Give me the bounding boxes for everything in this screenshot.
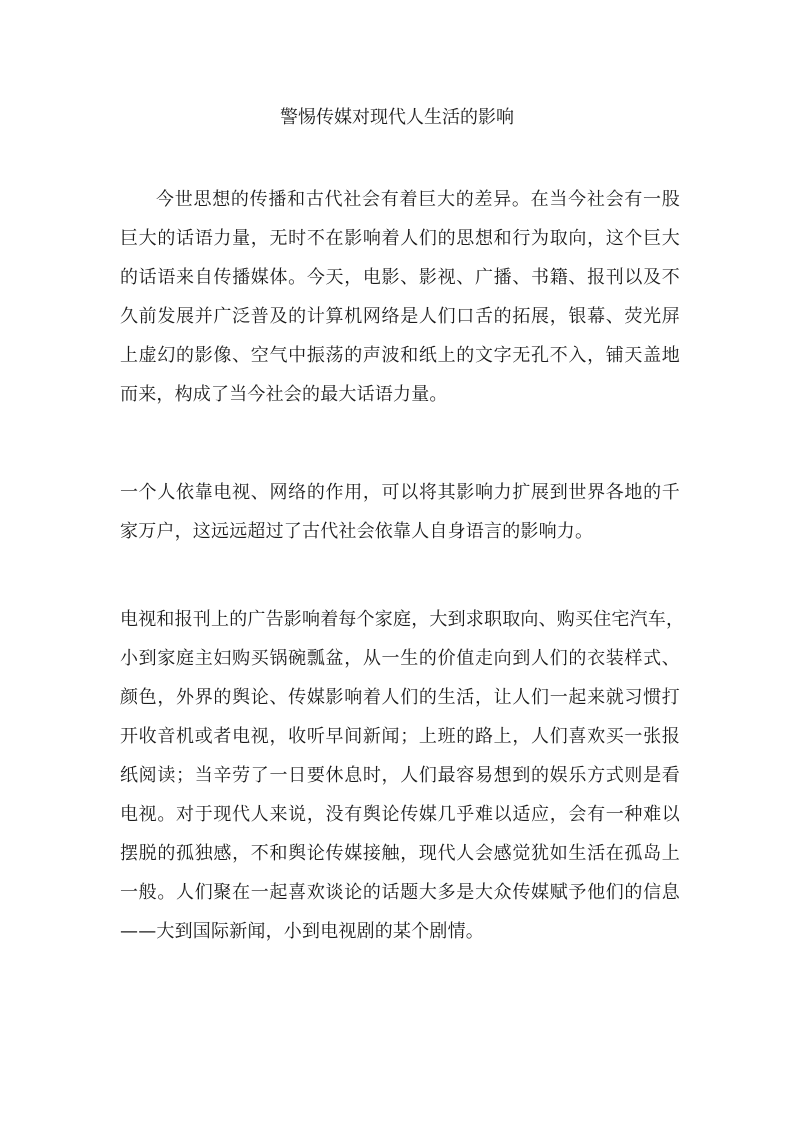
paragraph-line: 摆脱的孤独感，不和舆论传媒接触，现代人会感觉犹如生活在孤岛上 — [120, 843, 680, 864]
paragraph-line: 一个人依靠电视、网络的作用，可以将其影响力扩展到世界各地的千 — [120, 482, 680, 503]
paragraph-line: 电视。对于现代人来说，没有舆论传媒几乎难以适应，会有一种难以 — [120, 804, 680, 825]
paragraph-line: 一般。人们聚在一起喜欢谈论的话题大多是大众传媒赋予他们的信息 — [120, 882, 680, 903]
paragraph-line: 小到家庭主妇购买锅碗瓢盆，从一生的价值走向到人们的衣装样式、 — [120, 648, 680, 669]
paragraph-line: 上虚幻的影像、空气中振荡的声波和纸上的文字无孔不入，铺天盖地 — [120, 345, 680, 366]
paragraph-line: 巨大的话语力量，无时不在影响着人们的思想和行为取向，这个巨大 — [120, 228, 680, 249]
paragraph-line: 的话语来自传播媒体。今天，电影、影视、广播、书籍、报刊以及不 — [120, 267, 680, 288]
paragraph-line: 家万户，这远远超过了古代社会依靠人自身语言的影响力。 — [120, 521, 594, 542]
paragraph-line: 开收音机或者电视，收听早间新闻；上班的路上，人们喜欢买一张报 — [120, 726, 680, 747]
paragraph-line: 电视和报刊上的广告影响着每个家庭，大到求职取向、购买住宅汽车， — [120, 609, 685, 630]
paragraph-line: 而来，构成了当今社会的最大话语力量。 — [120, 384, 448, 405]
paragraph-line: 纸阅读；当辛劳了一日要休息时，人们最容易想到的娱乐方式则是看 — [120, 765, 680, 786]
paragraph-line: 久前发展并广泛普及的计算机网络是人们口舌的拓展，银幕、荧光屏 — [120, 306, 680, 327]
document-title: 警惕传媒对现代人生活的影响 — [280, 107, 514, 128]
paragraph-line: 今世思想的传播和古代社会有着巨大的差异。在当今社会有一股 — [156, 189, 680, 210]
paragraph-line: 颜色，外界的舆论、传媒影响着人们的生活，让人们一起来就习惯打 — [120, 687, 680, 708]
paragraph-line: ——大到国际新闻，小到电视剧的某个剧情。 — [120, 921, 484, 942]
